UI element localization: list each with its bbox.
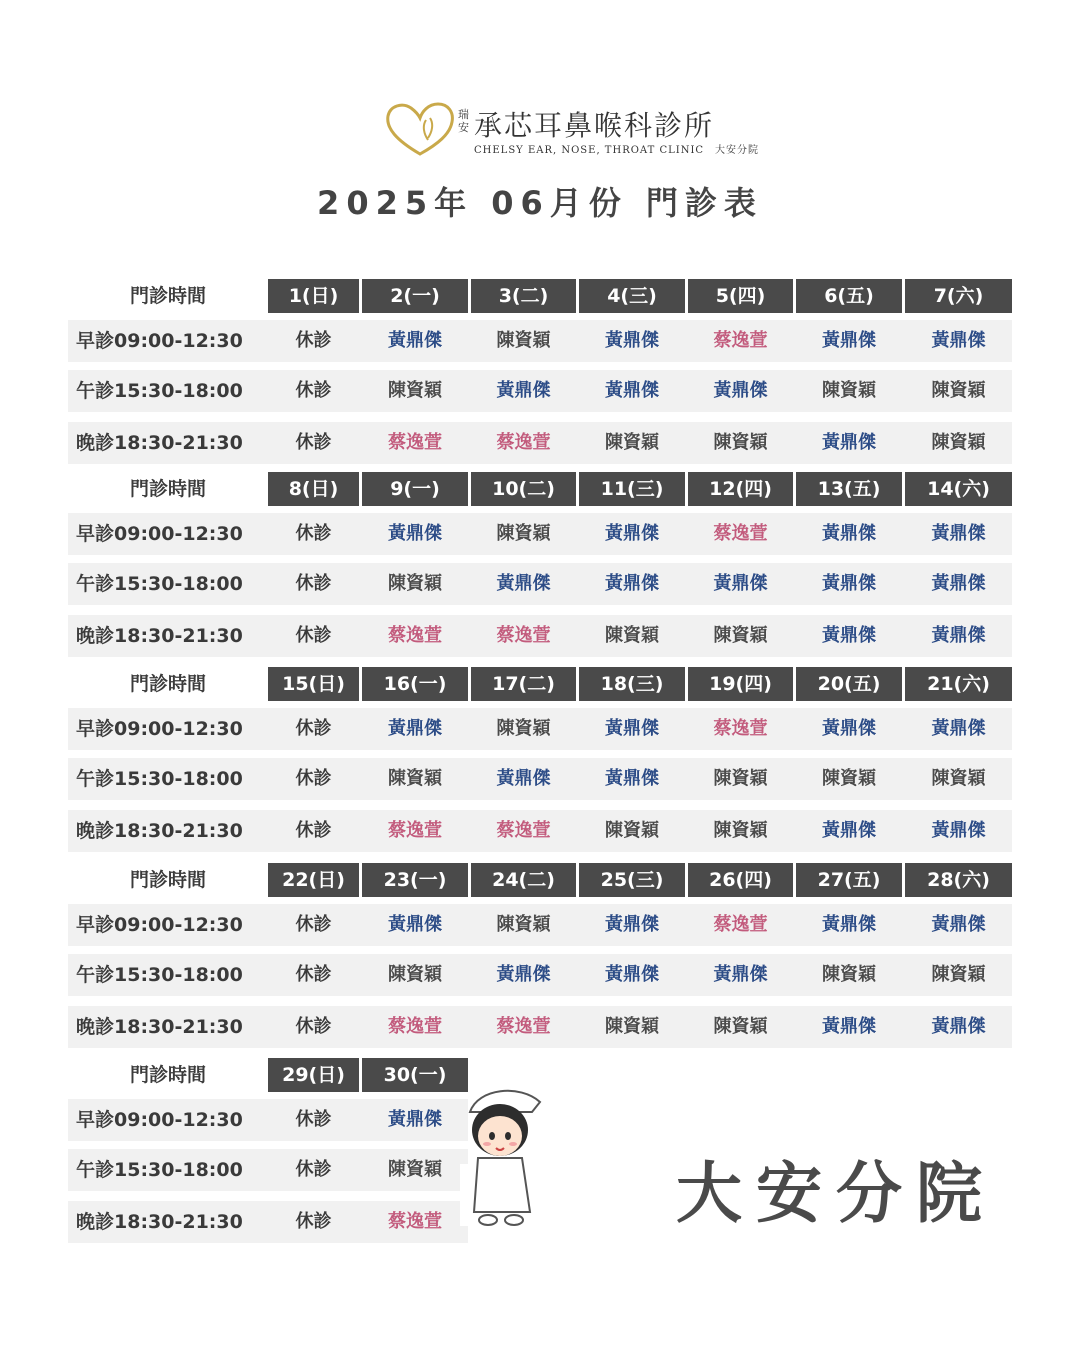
schedule-time-label: 門診時間 bbox=[129, 869, 206, 891]
schedule-cell: 陳資穎 bbox=[822, 768, 876, 789]
schedule-cell: 休診 bbox=[295, 718, 332, 739]
schedule-cell: 蔡逸萱 bbox=[496, 820, 551, 841]
day-header: 24(二) bbox=[471, 863, 576, 897]
schedule-cell: 黃鼎傑 bbox=[822, 914, 876, 935]
slot-label: 午診15:30-18:00 bbox=[76, 1159, 243, 1181]
schedule-row bbox=[68, 708, 1012, 750]
day-header: 21(六) bbox=[905, 667, 1012, 701]
clinic-english-name: CHELSY EAR, NOSE, THROAT CLINIC 大安分院 bbox=[474, 145, 760, 156]
schedule-cell: 蔡逸萱 bbox=[496, 625, 551, 646]
schedule-cell: 黃鼎傑 bbox=[388, 718, 442, 739]
schedule-cell: 陳資穎 bbox=[713, 432, 768, 453]
schedule-cell: 陳資穎 bbox=[822, 380, 876, 401]
schedule-cell: 黃鼎傑 bbox=[822, 1016, 876, 1037]
schedule-row bbox=[68, 954, 1012, 996]
day-header: 5(四) bbox=[688, 279, 793, 313]
schedule-cell: 黃鼎傑 bbox=[822, 820, 876, 841]
schedule-row bbox=[68, 320, 1012, 362]
slot-label: 午診15:30-18:00 bbox=[76, 964, 243, 986]
schedule-cell: 休診 bbox=[295, 432, 332, 453]
schedule-cell: 黃鼎傑 bbox=[931, 573, 986, 594]
page-title: 2025年 06月份 門診表 bbox=[317, 184, 763, 222]
slot-label: 午診15:30-18:00 bbox=[76, 768, 243, 790]
schedule-cell: 陳資穎 bbox=[388, 573, 442, 594]
day-header: 30(一) bbox=[362, 1058, 468, 1092]
schedule-row bbox=[68, 1099, 468, 1141]
schedule-cell: 黃鼎傑 bbox=[931, 718, 986, 739]
week-block bbox=[68, 667, 1012, 842]
heart-logo-icon bbox=[384, 100, 456, 158]
schedule-cell: 黃鼎傑 bbox=[713, 964, 768, 985]
day-header: 11(三) bbox=[579, 472, 685, 506]
day-header: 15(日) bbox=[268, 667, 359, 701]
schedule-time-label: 門診時間 bbox=[129, 478, 206, 500]
schedule-cell: 黃鼎傑 bbox=[605, 523, 659, 544]
day-header: 3(二) bbox=[471, 279, 576, 313]
schedule-cell: 陳資穎 bbox=[496, 914, 551, 935]
schedule-row bbox=[68, 1149, 468, 1191]
schedule-cell: 黃鼎傑 bbox=[822, 432, 876, 453]
schedule-cell: 陳資穎 bbox=[605, 432, 659, 453]
schedule-cell: 蔡逸萱 bbox=[496, 432, 551, 453]
schedule-cell: 休診 bbox=[295, 820, 332, 841]
schedule-cell: 蔡逸萱 bbox=[388, 1016, 442, 1037]
day-header: 18(三) bbox=[579, 667, 685, 701]
schedule-time-label: 門診時間 bbox=[129, 673, 206, 695]
day-header: 29(日) bbox=[268, 1058, 359, 1092]
schedule-cell: 陳資穎 bbox=[822, 964, 876, 985]
schedule-cell: 陳資穎 bbox=[713, 1016, 768, 1037]
day-header: 23(一) bbox=[362, 863, 468, 897]
week-header-row bbox=[68, 472, 1012, 506]
day-header: 7(六) bbox=[905, 279, 1012, 313]
schedule-row bbox=[68, 615, 1012, 657]
schedule-cell: 蔡逸萱 bbox=[388, 820, 442, 841]
week-block bbox=[68, 279, 1012, 454]
schedule-cell: 黃鼎傑 bbox=[931, 523, 986, 544]
schedule-cell: 陳資穎 bbox=[713, 820, 768, 841]
schedule-cell: 黃鼎傑 bbox=[496, 964, 551, 985]
day-header: 4(三) bbox=[579, 279, 685, 313]
day-header: 1(日) bbox=[268, 279, 359, 313]
schedule-cell: 黃鼎傑 bbox=[388, 1109, 442, 1130]
schedule-cell: 黃鼎傑 bbox=[822, 625, 876, 646]
day-header: 27(五) bbox=[796, 863, 902, 897]
schedule-cell: 休診 bbox=[295, 1159, 332, 1180]
schedule-cell: 黃鼎傑 bbox=[713, 380, 768, 401]
schedule-cell: 休診 bbox=[295, 573, 332, 594]
clinic-name: 承芯耳鼻喉科診所 bbox=[474, 109, 715, 142]
schedule-cell: 休診 bbox=[295, 523, 332, 544]
schedule-cell: 黃鼎傑 bbox=[388, 914, 442, 935]
schedule-cell: 休診 bbox=[295, 1109, 332, 1130]
schedule-cell: 黃鼎傑 bbox=[931, 625, 986, 646]
schedule-row bbox=[68, 1006, 1012, 1048]
schedule-cell: 黃鼎傑 bbox=[822, 330, 876, 351]
day-header: 12(四) bbox=[688, 472, 793, 506]
header bbox=[0, 0, 1080, 240]
schedule-cell: 休診 bbox=[295, 768, 332, 789]
schedule-cell: 休診 bbox=[295, 625, 332, 646]
schedule-cell: 蔡逸萱 bbox=[388, 625, 442, 646]
schedule-cell: 黃鼎傑 bbox=[605, 914, 659, 935]
schedule-cell: 黃鼎傑 bbox=[822, 573, 876, 594]
schedule-cell: 黃鼎傑 bbox=[496, 573, 551, 594]
schedule-cell: 休診 bbox=[295, 380, 332, 401]
schedule-row bbox=[68, 810, 1012, 852]
schedule-cell: 黃鼎傑 bbox=[496, 768, 551, 789]
day-header: 25(三) bbox=[579, 863, 685, 897]
schedule-cell: 蔡逸萱 bbox=[713, 914, 768, 935]
schedule-cell: 陳資穎 bbox=[388, 1159, 442, 1180]
schedule-cell: 陳資穎 bbox=[931, 964, 986, 985]
schedule-cell: 黃鼎傑 bbox=[931, 820, 986, 841]
schedule-cell: 陳資穎 bbox=[931, 432, 986, 453]
day-header: 9(一) bbox=[362, 472, 468, 506]
schedule-cell: 陳資穎 bbox=[605, 1016, 659, 1037]
schedule-cell: 黃鼎傑 bbox=[605, 964, 659, 985]
week-header-row bbox=[68, 279, 1012, 313]
nurse-mascot-icon bbox=[460, 1082, 550, 1232]
schedule-cell: 黃鼎傑 bbox=[605, 330, 659, 351]
day-header: 10(二) bbox=[471, 472, 576, 506]
day-header: 17(二) bbox=[471, 667, 576, 701]
schedule-cell: 黃鼎傑 bbox=[713, 573, 768, 594]
schedule-cell: 陳資穎 bbox=[388, 380, 442, 401]
day-header: 2(一) bbox=[362, 279, 468, 313]
schedule-cell: 黃鼎傑 bbox=[605, 380, 659, 401]
week-block bbox=[68, 472, 1012, 647]
schedule-cell: 黃鼎傑 bbox=[605, 718, 659, 739]
day-header: 26(四) bbox=[688, 863, 793, 897]
schedule-cell: 黃鼎傑 bbox=[388, 330, 442, 351]
schedule-cell: 黃鼎傑 bbox=[605, 768, 659, 789]
schedule-cell: 休診 bbox=[295, 914, 332, 935]
day-header: 13(五) bbox=[796, 472, 902, 506]
week-header-row bbox=[68, 863, 1012, 897]
slot-label: 早診09:00-12:30 bbox=[76, 523, 243, 545]
schedule-cell: 蔡逸萱 bbox=[388, 432, 442, 453]
day-header: 14(六) bbox=[905, 472, 1012, 506]
day-header: 16(一) bbox=[362, 667, 468, 701]
slot-label: 晚診18:30-21:30 bbox=[76, 625, 243, 647]
day-header: 19(四) bbox=[688, 667, 793, 701]
schedule-cell: 休診 bbox=[295, 330, 332, 351]
schedule-row bbox=[68, 513, 1012, 555]
schedule-cell: 黃鼎傑 bbox=[822, 523, 876, 544]
slot-label: 午診15:30-18:00 bbox=[76, 573, 243, 595]
schedule-row bbox=[68, 422, 1012, 464]
schedule-cell: 陳資穎 bbox=[388, 768, 442, 789]
day-header: 6(五) bbox=[796, 279, 902, 313]
day-header: 8(日) bbox=[268, 472, 359, 506]
schedule-cell: 黃鼎傑 bbox=[931, 330, 986, 351]
slot-label: 早診09:00-12:30 bbox=[76, 718, 243, 740]
slot-label: 午診15:30-18:00 bbox=[76, 380, 243, 402]
schedule-cell: 黃鼎傑 bbox=[496, 380, 551, 401]
clinic-subtitle: 瑞安 bbox=[458, 108, 469, 134]
branch-name: 大安分院 bbox=[676, 1155, 996, 1232]
schedule-cell: 黃鼎傑 bbox=[388, 523, 442, 544]
slot-label: 早診09:00-12:30 bbox=[76, 330, 243, 352]
schedule-cell: 黃鼎傑 bbox=[931, 1016, 986, 1037]
slot-label: 早診09:00-12:30 bbox=[76, 1109, 243, 1131]
schedule-row bbox=[68, 904, 1012, 946]
day-header: 22(日) bbox=[268, 863, 359, 897]
schedule-row bbox=[68, 758, 1012, 800]
schedule-cell: 蔡逸萱 bbox=[713, 523, 768, 544]
week-block bbox=[68, 863, 1012, 1038]
schedule-cell: 黃鼎傑 bbox=[822, 718, 876, 739]
slot-label: 晚診18:30-21:30 bbox=[76, 820, 243, 842]
slot-label: 晚診18:30-21:30 bbox=[76, 1211, 243, 1233]
schedule-cell: 陳資穎 bbox=[713, 768, 768, 789]
schedule-cell: 黃鼎傑 bbox=[605, 573, 659, 594]
day-header: 20(五) bbox=[796, 667, 902, 701]
schedule-cell: 陳資穎 bbox=[388, 964, 442, 985]
schedule-row bbox=[68, 370, 1012, 412]
schedule-row bbox=[68, 1201, 468, 1243]
schedule-cell: 蔡逸萱 bbox=[713, 330, 768, 351]
schedule-cell: 陳資穎 bbox=[713, 625, 768, 646]
schedule-time-label: 門診時間 bbox=[129, 1064, 206, 1086]
schedule-cell: 陳資穎 bbox=[496, 718, 551, 739]
schedule-cell: 休診 bbox=[295, 1016, 332, 1037]
slot-label: 早診09:00-12:30 bbox=[76, 914, 243, 936]
schedule-cell: 陳資穎 bbox=[931, 768, 986, 789]
schedule-cell: 陳資穎 bbox=[496, 330, 551, 351]
day-header: 28(六) bbox=[905, 863, 1012, 897]
schedule-cell: 陳資穎 bbox=[605, 625, 659, 646]
schedule-cell: 陳資穎 bbox=[931, 380, 986, 401]
schedule-cell: 黃鼎傑 bbox=[931, 914, 986, 935]
schedule-cell: 蔡逸萱 bbox=[496, 1016, 551, 1037]
schedule-row bbox=[68, 563, 1012, 605]
schedule-cell: 蔡逸萱 bbox=[388, 1211, 442, 1232]
slot-label: 晚診18:30-21:30 bbox=[76, 1016, 243, 1038]
schedule-time-label: 門診時間 bbox=[129, 285, 206, 307]
slot-label: 晚診18:30-21:30 bbox=[76, 432, 243, 454]
schedule-cell: 陳資穎 bbox=[605, 820, 659, 841]
week-header-row bbox=[68, 667, 1012, 701]
schedule-cell: 休診 bbox=[295, 964, 332, 985]
schedule-cell: 陳資穎 bbox=[496, 523, 551, 544]
schedule-cell: 休診 bbox=[295, 1211, 332, 1232]
schedule-cell: 蔡逸萱 bbox=[713, 718, 768, 739]
